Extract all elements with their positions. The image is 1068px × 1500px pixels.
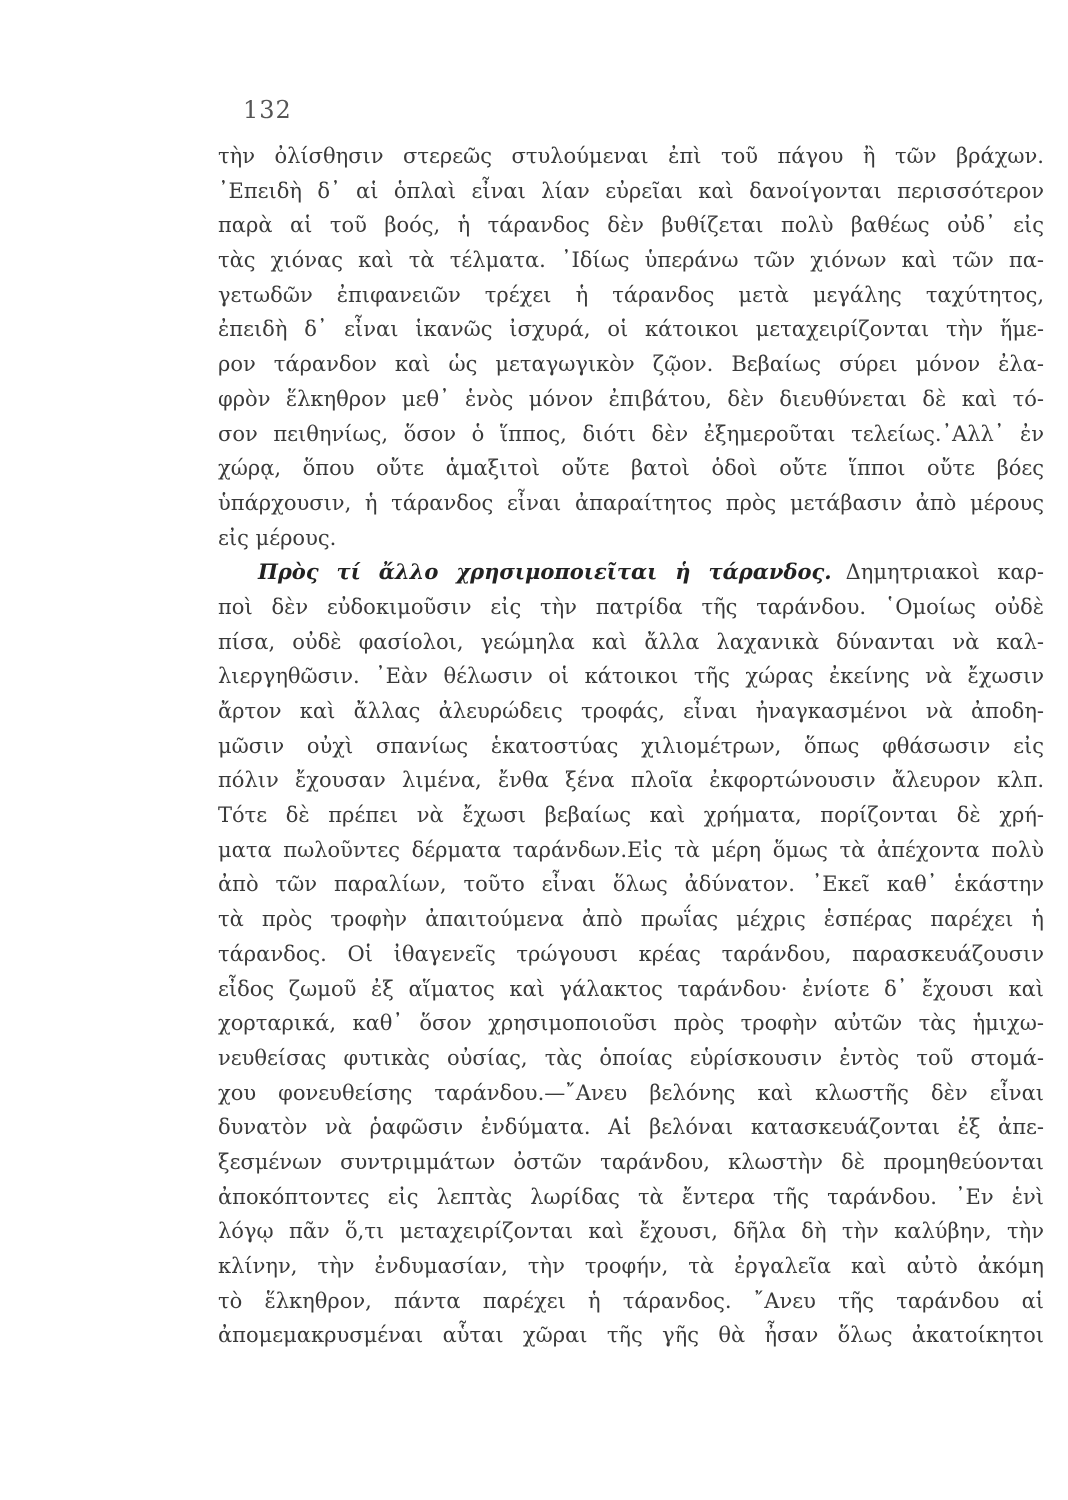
text-line: λιεργηθῶσιν. ᾿Εὰν θέλωσιν οἱ κάτοικοι τῆς χώρας ἐκείνης νὰ ἔχωσιν: [218, 664, 1044, 689]
section-heading: Πρὸς τί ἄλλο χρησιμοποιεῖται ἡ τάρανδος.: [258, 559, 832, 585]
text-line: εἶδος ζωμοῦ ἐξ αἵματος καὶ γάλακτος ταράνδου· ἐνίοτε δ᾿ ἔχουσι καὶ: [218, 976, 1044, 1001]
text-line: πίσα, οὐδὲ φασίολοι, γεώμηλα καὶ ἄλλα λαχανικὰ δύνανται νὰ καλ-: [218, 629, 1044, 654]
text-line: φρὸν ἕλκηθρον μεθ᾿ ἑνὸς μόνον ἐπιβάτου, δὲν διευθύνεται δὲ καὶ τό-: [218, 386, 1044, 411]
text-line: πόλιν ἔχουσαν λιμένα, ἔνθα ξένα πλοῖα ἐκφορτώνουσιν ἄλευρον κλπ.: [218, 768, 1044, 793]
text-line: ποὶ δὲν εὐδοκιμοῦσιν εἰς τὴν πατρίδα τῆς ταράνδου. ῾Ομοίως οὐδὲ: [218, 594, 1044, 619]
text-line: χώρᾳ, ὅπου οὔτε ἁμαξιτοὶ οὔτε βατοὶ ὁδοὶ οὔτε ἵπποι οὔτε βόες: [218, 456, 1044, 481]
text-line: τὴν ὀλίσθησιν στερεῶς στυλούμεναι ἐπὶ τοῦ πάγου ἢ τῶν βράχων.: [218, 144, 1044, 168]
text-line: γετωδῶν ἐπιφανειῶν τρέχει ἡ τάρανδος μετὰ μεγάλης ταχύτητος,: [218, 282, 1044, 307]
text-line: δυνατὸν νὰ ῥαφῶσιν ἐνδύματα. Αἱ βελόναι κατασκευάζονται ἐξ ἀπε-: [218, 1115, 1044, 1140]
text-line: εἰς μέρους.: [218, 525, 337, 550]
text-line: ξεσμένων συντριμμάτων ὀστῶν ταράνδου, κλωστὴν δὲ προμηθεύονται: [218, 1149, 1044, 1174]
text-line: ἐπειδὴ δ᾿ εἶναι ἱκανῶς ἰσχυρά, οἱ κάτοικοι μεταχειρίζονται τὴν ἥμε-: [218, 317, 1044, 342]
text-line: νευθείσας φυτικὰς οὐσίας, τὰς ὁποίας εὑρίσκουσιν ἐντὸς τοῦ στομά-: [218, 1045, 1044, 1070]
text-line: χορταρικά, καθ᾿ ὅσον χρησιμοποιοῦσι πρὸς τροφὴν αὐτῶν τὰς ἡμιχω-: [218, 1011, 1044, 1036]
text-line: χου φονευθείσης ταράνδου.—῎Ανευ βελόνης καὶ κλωστῆς δὲν εἶναι: [218, 1080, 1044, 1105]
text-line: ἄρτον καὶ ἄλλας ἀλευρώδεις τροφάς, εἶναι ἠναγκασμένοι νὰ ἀποδη-: [218, 699, 1044, 723]
text-line: τὸ ἕλκηθρον, πάντα παρέχει ἡ τάρανδος. ῎Ανευ τῆς ταράνδου αἱ: [218, 1288, 1044, 1313]
section-heading-line: [218, 555, 1044, 590]
page-number: 132: [243, 96, 292, 124]
text-line: σον πειθηνίως, ὅσον ὁ ἵππος, διότι δὲν ἐξημεροῦται τελείως.᾿Αλλ᾿ ἐν: [218, 421, 1044, 446]
text-line: Τότε δὲ πρέπει νὰ ἔχωσι βεβαίως καὶ χρήματα, πορίζονται δὲ χρή-: [218, 803, 1044, 828]
text-line: τάρανδος. Οἱ ἰθαγενεῖς τρώγουσι κρέας ταράνδου, παρασκευάζουσιν: [218, 941, 1044, 966]
text-line: παρὰ αἱ τοῦ βοός, ἡ τάρανδος δὲν βυθίζεται πολὺ βαθέως οὐδ᾿ εἰς: [218, 213, 1044, 238]
text-line: τὰ πρὸς τροφὴν ἀπαιτούμενα ἀπὸ πρωΐας μέχρις ἑσπέρας παρέχει ἡ: [218, 907, 1044, 932]
text-line: ὑπάρχουσιν, ἡ τάρανδος εἶναι ἀπαραίτητος πρὸς μετάβασιν ἀπὸ μέρους: [218, 490, 1044, 515]
text-line: ᾿Επειδὴ δ᾿ αἱ ὁπλαὶ εἶναι λίαν εὐρεῖαι καὶ δανοίγονται περισσότερον: [218, 178, 1044, 203]
text-line: ρον τάρανδον καὶ ὡς μεταγωγικὸν ζῷον. Βεβαίως σύρει μόνον ἐλα-: [218, 352, 1044, 377]
text-line: κλίνην, τὴν ἐνδυμασίαν, τὴν τροφήν, τὰ ἐργαλεῖα καὶ αὐτὸ ἀκόμη: [218, 1254, 1044, 1278]
body-text: [218, 139, 1044, 1353]
text-line: τὰς χιόνας καὶ τὰ τέλματα. ᾿Ιδίως ὑπεράνω τῶν χιόνων καὶ τῶν πα-: [218, 248, 1044, 273]
text-line: ἀπομεμακρυσμέναι αὗται χῶραι τῆς γῆς θὰ ἦσαν ὅλως ἀκατοίκητοι: [218, 1323, 1044, 1348]
text-line: ἀπὸ τῶν παραλίων, τοῦτο εἶναι ὅλως ἀδύνατον. ᾿Εκεῖ καθ᾿ ἑκάστην: [218, 872, 1044, 897]
text-line: ἀποκόπτοντες εἰς λεπτὰς λωρίδας τὰ ἔντερα τῆς ταράνδου. ᾿Εν ἑνὶ: [218, 1184, 1044, 1209]
text-line: ματα πωλοῦντες δέρματα ταράνδων.Εἰς τὰ μέρη ὅμως τὰ ἀπέχοντα πολὺ: [218, 837, 1044, 862]
text-line: μῶσιν οὐχὶ σπανίως ἑκατοστύας χιλιομέτρων, ὅπως φθάσωσιν εἰς: [218, 733, 1044, 758]
text-line: λόγῳ πᾶν ὅ,τι μεταχειρίζονται καὶ ἔχουσι, δῆλα δὴ τὴν καλύβην, τὴν: [218, 1219, 1044, 1244]
heading-line-text: Δημητριακοὶ καρ-: [845, 560, 1044, 585]
